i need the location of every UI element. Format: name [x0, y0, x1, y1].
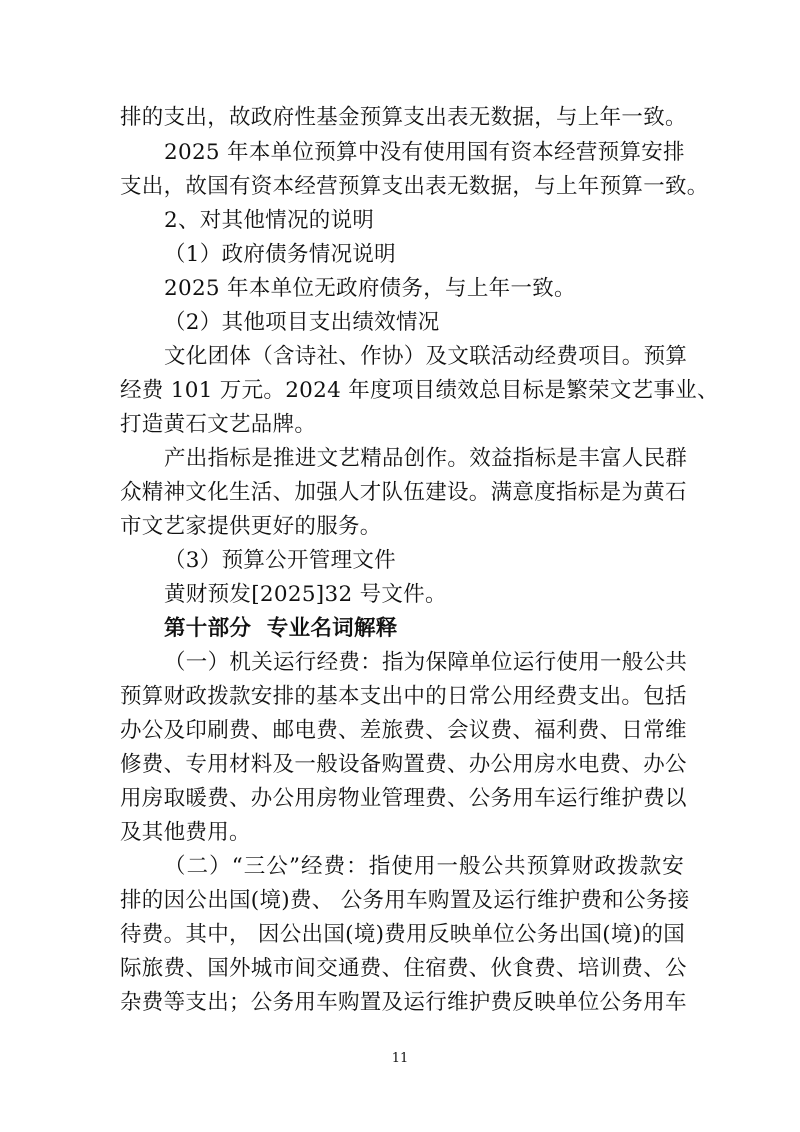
text-line: 办公及印刷费、邮电费、差旅费、会议费、福利费、日常维: [120, 718, 687, 743]
text-line: 黄财预发[2025]32 号文件。: [164, 582, 447, 607]
subsection-heading: （2）其他项目支出绩效情况: [164, 310, 440, 335]
page-number: 11: [391, 1051, 409, 1066]
text-line: （二）“三公”经费：指使用一般公共预算财政拨款安: [164, 854, 684, 879]
text-line: （一）机关运行经费：指为保障单位运行使用一般公共: [164, 650, 688, 675]
text-line: 预算财政拨款安排的基本支出中的日常公用经费支出。包括: [120, 684, 687, 709]
text-line: 排的因公出国(境)费、 公务用车购置及运行维护费和公务接: [120, 888, 690, 913]
text-line: 产出指标是推进文艺精品创作。效益指标是丰富人民群: [164, 446, 688, 471]
text-line: 排的支出，故政府性基金预算支出表无数据，与上年一致。: [120, 105, 687, 130]
section-heading: 2、对其他情况的说明: [164, 208, 375, 233]
text-line: 经费 101 万元。2024 年度项目绩效总目标是繁荣文艺事业、: [120, 378, 719, 403]
subsection-heading: （3）预算公开管理文件: [164, 548, 396, 573]
text-line: 待费。其中， 因公出国(境)费用反映单位公务出国(境)的国: [120, 922, 686, 947]
text-line: 及其他费用。: [120, 820, 251, 845]
text-line: 修费、专用材料及一般设备购置费、办公用房水电费、办公: [120, 752, 687, 777]
text-line: 2025 年本单位预算中没有使用国有资本经营预算安排: [164, 140, 685, 165]
text-line: 众精神文化生活、加强人才队伍建设。满意度指标是为黄石: [120, 480, 687, 505]
text-line: 支出，故国有资本经营预算支出表无数据，与上年预算一致。: [120, 174, 709, 199]
text-line: 文化团体（含诗社、作协）及文联活动经费项目。预算: [164, 344, 688, 369]
text-line: 打造黄石文艺品牌。: [120, 412, 317, 437]
part-heading: 第十部分 专业名词解释: [164, 616, 398, 641]
text-line: 杂费等支出；公务用车购置及运行维护费反映单位公务用车: [120, 990, 687, 1015]
text-line: 市文艺家提供更好的服务。: [120, 514, 382, 539]
subsection-heading: （1）政府债务情况说明: [164, 242, 396, 267]
text-line: 2025 年本单位无政府债务，与上年一致。: [164, 276, 576, 301]
text-line: 用房取暖费、办公用房物业管理费、公务用车运行维护费以: [120, 786, 687, 811]
text-line: 际旅费、国外城市间交通费、住宿费、伙食费、培训费、公: [120, 956, 687, 981]
